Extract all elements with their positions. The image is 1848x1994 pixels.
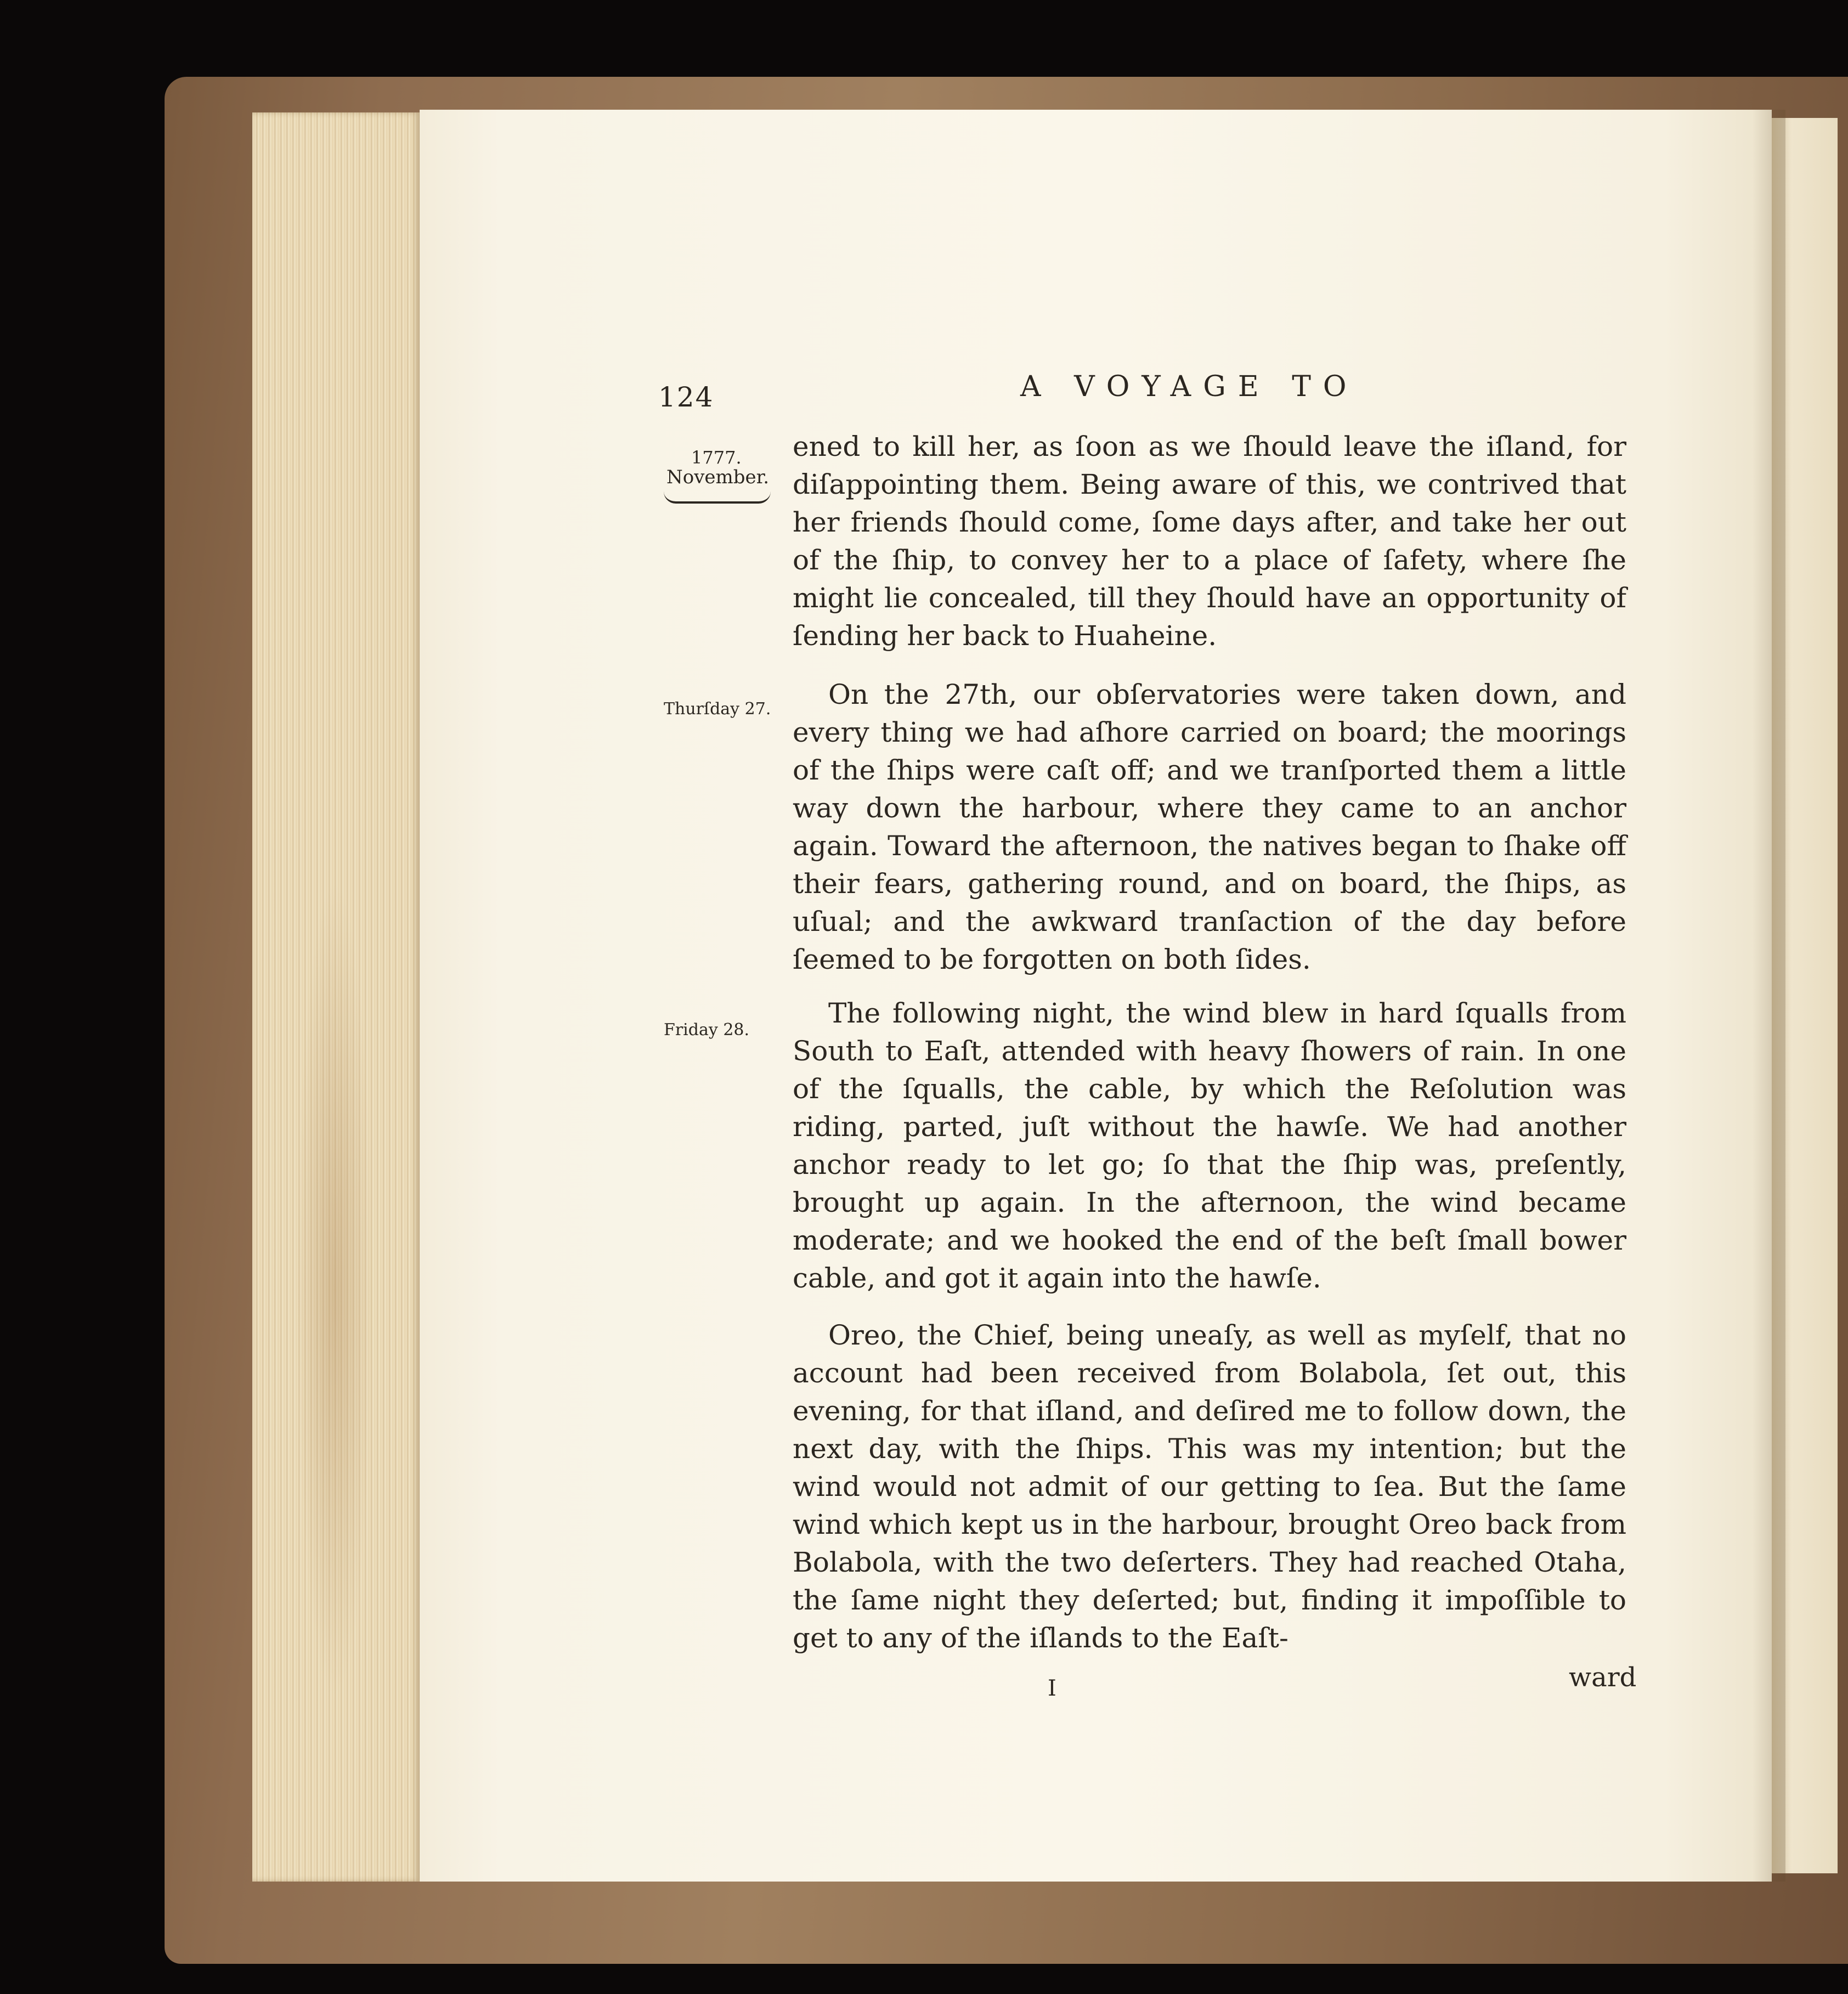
paragraph-3: The following night, the wind blew in hard ſqualls from South to Eaſt, attended with heavy ſhowers of rain. In one of the ſqualls, the cable, by which the Reſolution was riding, parted, juſt without the hawſe. We had another anchor ready to let go; ſo that the ſhip was, preſently, brought up again. In the afternoon, the wind became moderate; and we hooked the end of the beſt ſmall bower cable, and got it again into the hawſe. <box>793 997 1626 1294</box>
margin-note-month: November. <box>666 466 769 488</box>
running-head: A VOYAGE TO <box>1020 370 1359 403</box>
margin-note-thursday: Thurſday 27. <box>664 699 771 719</box>
paragraph-4: Oreo, the Chief, being uneaſy, as well as myſelf, that no account had been received from Bolabola, ſet out, this evening, for that iſland, and deſired me to follow down, the next day, with the ſhips. This was my intention; but the wind would not admit of our getting to ſea. But the ſame wind which kept us in the harbour, brought Oreo back from Bolabola, with the two deſerters. They had reached Otaha, the ſame night they deſerted; but, finding it impoſſible to get to any of the iſlands to the Eaſt- <box>793 1319 1626 1654</box>
page-number: 124 <box>658 381 714 413</box>
margin-note-year: 1777. <box>691 447 742 468</box>
signature-mark: I <box>1048 1676 1056 1701</box>
paragraph-2: On the 27th, our obſervatories were taken down, and every thing we had aſhore carried on board; the moorings of the ſhips were caſt off; and we tranſported them a little way down the harbour, where they came to an anchor again. Toward the afternoon, the natives began to ſhake off their fears, gathering round, and on board, the ſhips, as uſual; and the awkward tranſaction of the day before ſeemed to be forgotten on both ſides. <box>793 679 1626 975</box>
gutter-shadow <box>1753 110 1785 1882</box>
paragraph-1: ened to kill her, as ſoon as we ſhould leave the iſland, for diſappointing them. Being aware of this, we contrived that her friends ſhould come, ſome days after, and take her out of the ſhip, to convey her to a place of ſafety, where ſhe might lie concealed, till they ſhould have an opportunity of ſending her back to Huaheine. <box>793 431 1626 652</box>
foxing-stain <box>296 878 373 1701</box>
margin-note-friday: Friday 28. <box>664 1020 750 1040</box>
brace-ornament <box>664 492 771 504</box>
catchword: ward <box>1569 1662 1637 1693</box>
